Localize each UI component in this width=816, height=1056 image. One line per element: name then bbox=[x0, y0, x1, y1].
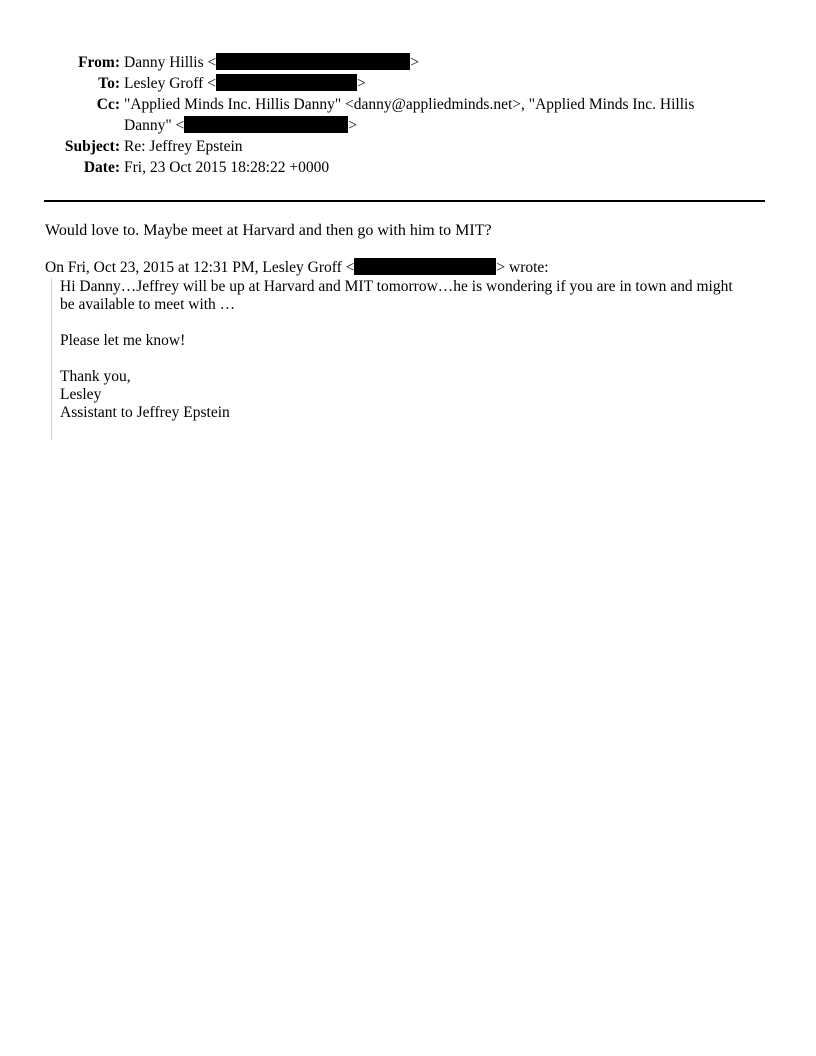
subject-label: Subject: bbox=[64, 138, 120, 155]
cc-label: Cc: bbox=[96, 96, 120, 113]
redaction-block bbox=[354, 258, 496, 275]
message-body: Would love to. Maybe meet at Harvard and then go with him to MIT? bbox=[45, 222, 492, 239]
quote-line: Lesley bbox=[60, 386, 102, 403]
cc-line2: Danny" < bbox=[124, 117, 185, 134]
from-name: Danny Hillis < bbox=[124, 54, 217, 71]
cc-value bbox=[124, 94, 740, 136]
subject-row bbox=[40, 136, 740, 157]
redaction-block bbox=[216, 74, 357, 91]
to-close: > bbox=[356, 75, 366, 92]
cc-line1: "Applied Minds Inc. Hillis Danny" <danny@appliedminds.net>, "Applied Minds Inc. Hillis bbox=[124, 96, 695, 113]
quote-line: Hi Danny…Jeffrey will be up at Harvard and MIT tomorrow…he is wondering if you are in town and might bbox=[60, 278, 733, 295]
cc-close: > bbox=[348, 117, 358, 134]
quote-line: Please let me know! bbox=[60, 332, 186, 349]
date-value: Fri, 23 Oct 2015 18:28:22 +0000 bbox=[124, 159, 330, 176]
subject-value: Re: Jeffrey Epstein bbox=[124, 138, 243, 155]
date-label: Date: bbox=[83, 159, 120, 176]
from-label: From: bbox=[78, 54, 120, 71]
quote-line: Thank you, bbox=[60, 368, 131, 385]
to-label: To: bbox=[98, 75, 120, 92]
quote-line: be available to meet with … bbox=[60, 296, 236, 313]
redaction-block bbox=[184, 116, 348, 133]
to-row bbox=[40, 73, 740, 94]
quote-signature: Assistant to Jeffrey Epstein bbox=[60, 404, 230, 421]
reply-intro-start: On Fri, Oct 23, 2015 at 12:31 PM, Lesley Groff < bbox=[45, 259, 355, 276]
to-value bbox=[124, 73, 740, 94]
date-row bbox=[40, 157, 740, 178]
cc-row bbox=[40, 94, 740, 136]
from-close: > bbox=[410, 54, 420, 71]
from-row bbox=[40, 52, 740, 73]
from-value bbox=[124, 52, 740, 73]
header-divider bbox=[44, 200, 765, 202]
reply-attribution bbox=[45, 258, 549, 278]
quoted-message bbox=[51, 278, 761, 440]
redaction-block bbox=[216, 53, 410, 70]
to-name: Lesley Groff < bbox=[124, 75, 216, 92]
email-header bbox=[40, 52, 740, 178]
reply-intro-end: > wrote: bbox=[496, 259, 549, 276]
